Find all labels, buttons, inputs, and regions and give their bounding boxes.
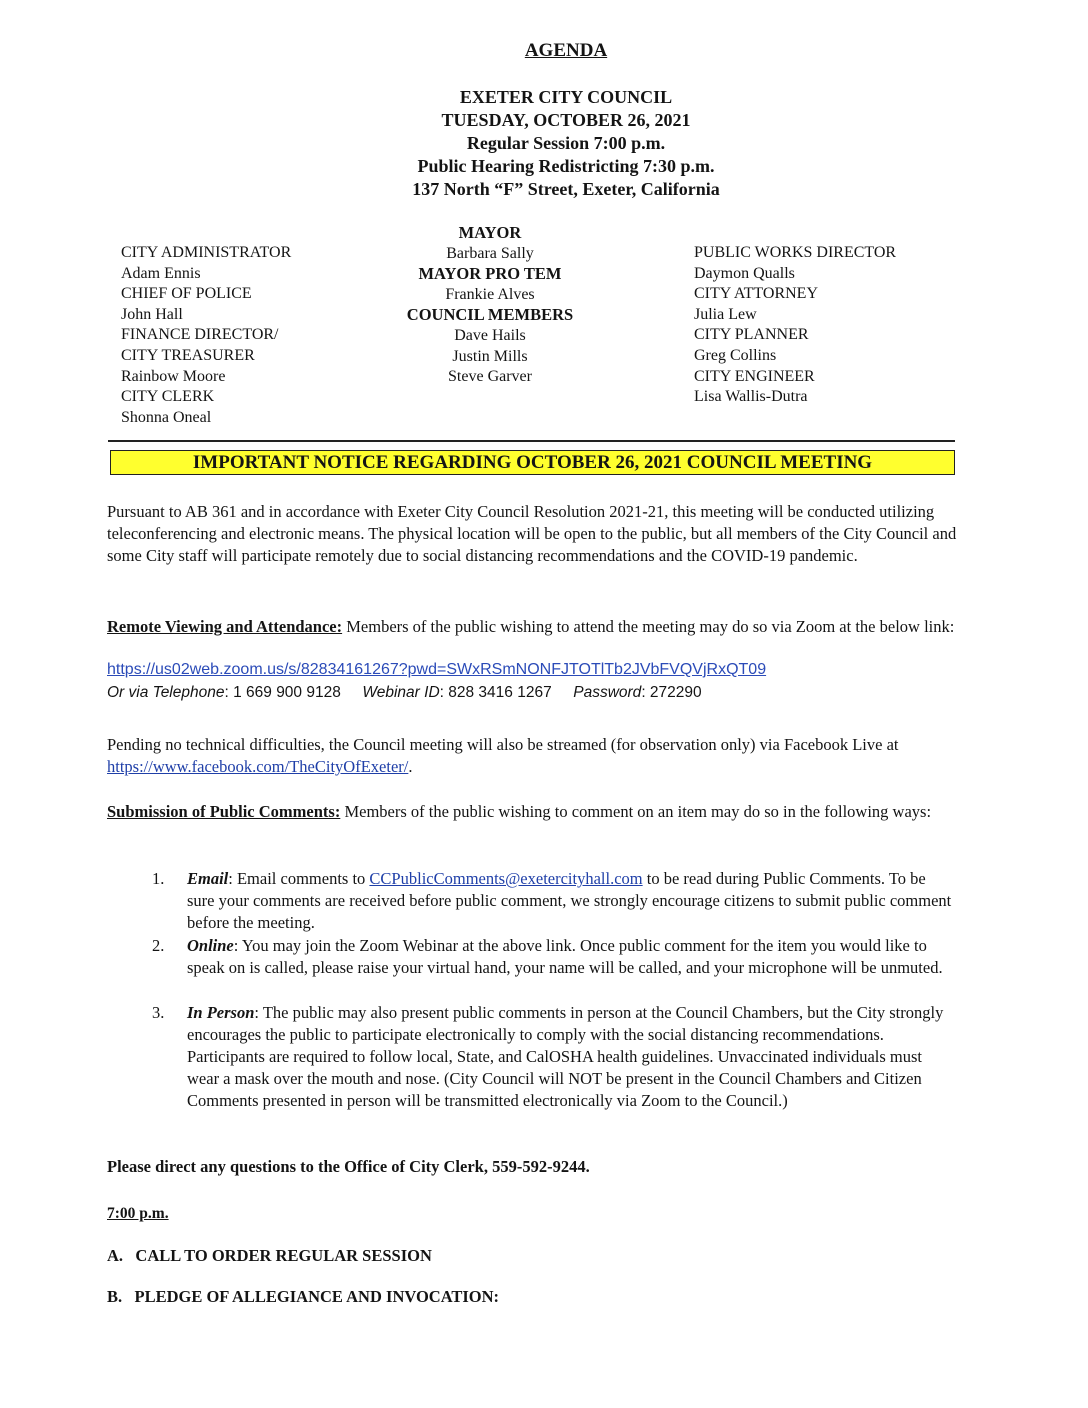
- staff-title: PUBLIC WORKS DIRECTOR: [694, 244, 897, 261]
- zoom-link[interactable]: https://us02web.zoom.us/s/82834161267?pwd=SWxRSmNONFJTOTlTb2JVbFVQVjRxQT09: [107, 661, 767, 678]
- staff-title: FINANCE DIRECTOR/: [121, 326, 279, 344]
- list-text: : You may join the Zoom Webinar at the above link. Once public comment for the item you would like to speak on is called, please raise your virtual hand, your name will be called, and your microphone will be unmuted.: [187, 936, 943, 977]
- staff-name: Daymon Qualls: [694, 264, 795, 282]
- list-number: 1.: [152, 869, 165, 888]
- comments-heading: Submission of Public Comments:: [107, 802, 341, 821]
- list-text: to be read during Public Comments. To be sure your comments are received before public comment, we strongly encourage citizens to submit public comment before the meeting.: [187, 869, 952, 932]
- password-value: : 272290: [641, 684, 702, 701]
- questions-line: Please direct any questions to the Office of City Clerk, 559-592-9244.: [107, 1157, 590, 1176]
- regular-session-time: Regular Session 7:00 p.m.: [466, 133, 666, 153]
- staff-title: CITY ENGINEER: [694, 367, 815, 385]
- schedule-time: 7:00 p.m.: [107, 1205, 169, 1222]
- agenda-item: A. CALL TO ORDER REGULAR SESSION: [107, 1246, 432, 1265]
- staff-name: Julia Lew: [694, 305, 757, 323]
- staff-title: CHIEF OF POLICE: [121, 285, 252, 303]
- email-link[interactable]: CCPublicComments@exetercityhall.com: [369, 869, 643, 888]
- staff-name: Greg Collins: [694, 346, 777, 364]
- council-member-name: Frankie Alves: [445, 285, 535, 303]
- council-member-name: Justin Mills: [452, 347, 528, 365]
- staff-left-column: [121, 243, 291, 428]
- facebook-link[interactable]: https://www.facebook.com/TheCityOfExeter/: [107, 757, 409, 776]
- remote-viewing-text: Members of the public wishing to attend the meeting may do so via Zoom at the below link:: [342, 617, 955, 636]
- council-member-name: Steve Garver: [448, 368, 532, 386]
- staff-title: CITY ADMINISTRATOR: [121, 244, 292, 261]
- public-hearing-time: Public Hearing Redistricting 7:30 p.m.: [417, 156, 715, 176]
- council-role: MAYOR PRO TEM: [418, 264, 562, 284]
- council-member-name: Barbara Sally: [446, 244, 534, 262]
- council-member-name: Dave Hails: [454, 326, 526, 344]
- webinar-label: Webinar ID: [362, 684, 440, 701]
- password-label: Password: [573, 684, 642, 701]
- council-role: MAYOR: [458, 223, 522, 242]
- agenda-item: B. PLEDGE OF ALLEGIANCE AND INVOCATION:: [107, 1287, 500, 1306]
- remote-viewing-paragraph: [107, 616, 957, 638]
- staff-title: CITY PLANNER: [694, 326, 809, 344]
- telephone-label: Or via Telephone: [107, 684, 225, 701]
- staff-title: CITY ATTORNEY: [694, 285, 818, 303]
- list-label: In Person: [187, 1003, 255, 1022]
- telephone-number: : 1 669 900 9128: [224, 684, 341, 701]
- facebook-text: Pending no technical difficulties, the Council meeting will also be streamed (for observation only) via Facebook Live at: [107, 735, 899, 754]
- staff-name: Lisa Wallis-Dutra: [694, 388, 808, 406]
- staff-name: John Hall: [121, 305, 183, 323]
- list-text: : The public may also present public comments in person at the Council Chambers, but the City strongly encourages the public to participate electronically to comply with the social distancing recommendations. Participants are required to follow local, State, and CalOSHA health guidelines. Unvaccinated individuals must wear a mask over the mouth and nose. (City Council will NOT be present in the Council Chambers and Citizen Comments presented in person will be transmitted electronically via Zoom to the Council.): [187, 1003, 944, 1110]
- meeting-address: 137 North “F” Street, Exeter, California: [412, 179, 720, 199]
- council-role: COUNCIL MEMBERS: [406, 305, 574, 325]
- remote-viewing-heading: Remote Viewing and Attendance:: [107, 617, 343, 636]
- comments-text: Members of the public wishing to comment on an item may do so in the following ways:: [340, 802, 932, 821]
- list-label: Email: [187, 869, 229, 888]
- staff-title: CITY TREASURER: [121, 346, 255, 364]
- council-name: EXETER CITY COUNCIL: [459, 87, 673, 107]
- staff-right-column: [694, 243, 896, 408]
- staff-name: Rainbow Moore: [121, 367, 226, 385]
- council-column: [390, 223, 590, 388]
- webinar-id: : 828 3416 1267: [439, 684, 552, 701]
- staff-name: Shonna Oneal: [121, 408, 212, 426]
- list-label: Online: [187, 936, 234, 955]
- staff-name: Adam Ennis: [121, 264, 201, 282]
- facebook-paragraph: [107, 734, 957, 778]
- agenda-title: AGENDA: [524, 40, 608, 61]
- comments-paragraph: [107, 801, 957, 823]
- list-text: : Email comments to: [228, 869, 370, 888]
- notice-intro: Pursuant to AB 361 and in accordance with Exeter City Council Resolution 2021-21, this meeting will be conducted utilizing teleconferencing and electronic means. The physical location will be open to the public, but all members of the City Council and some City staff will participate remotely due to social distancing recommendations and the COVID-19 pandemic.: [107, 502, 957, 565]
- meeting-date: TUESDAY, OCTOBER 26, 2021: [441, 110, 691, 130]
- telephone-info: [107, 684, 702, 702]
- staff-title: CITY CLERK: [121, 388, 215, 406]
- list-number: 3.: [152, 1003, 165, 1022]
- important-notice-banner: IMPORTANT NOTICE REGARDING OCTOBER 26, 2021 COUNCIL MEETING: [110, 450, 955, 475]
- facebook-end: .: [408, 757, 413, 776]
- header-divider: [108, 440, 955, 442]
- list-number: 2.: [152, 936, 165, 955]
